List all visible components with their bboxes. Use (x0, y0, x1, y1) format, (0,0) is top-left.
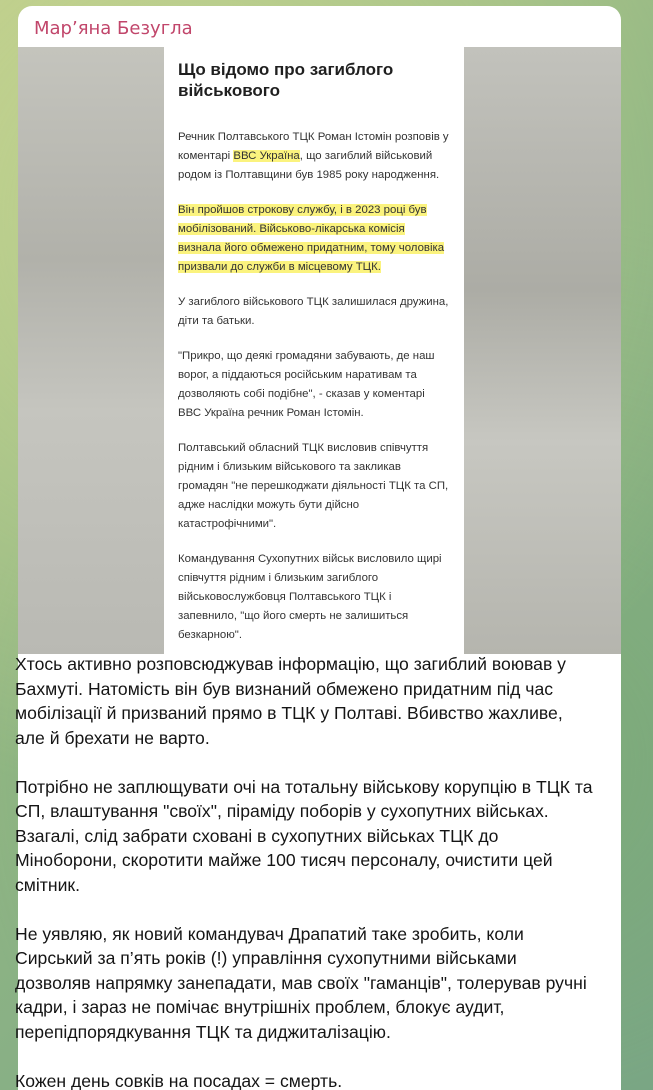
message-text (15, 652, 595, 1090)
message-paragraph-3: Не уявляю, як новий командувач Драпатий таке зробить, коли Сирський за п’ять років (!) управління сухопутними військами дозволяв напрямку занепадати, мав своїх "гаманців", толерував ручні кадри, і зараз не помічає внутрішніх проблем, блокує аудит, перепідпорядкування ТЦК та диджиталізацію. (15, 923, 587, 1042)
sender-name[interactable]: Мар’яна Безугла (34, 18, 193, 39)
article-title: Що відомо про загиблого військового (178, 60, 394, 100)
article-paragraph-2 (178, 201, 450, 277)
article-paragraph-4: "Прикро, що деякі громадяни забувають, де наш ворог, а піддаються російським наративам та дозволяють собі подібне", - сказав у коментарі ВВС Україна речник Роман Істомін. (178, 350, 435, 419)
article-paragraph-6: Командування Сухопутних військ висловило щирі співчуття рідним і близьким загиблого військовослужбовця Полтавського ТЦК і запевнило, "що його смерть не залишиться безкарною". (178, 553, 442, 641)
article-paragraph-1 (178, 128, 450, 185)
article-paragraph-5: Полтавський обласний ТЦК висловив співчуття рідним і близьким військового та закликав громадян "не перешкоджати діяльності ТЦК та СП, адже наслідки можуть бути дійсно катастрофічними". (178, 442, 449, 530)
article-paragraph-3: У загиблого військового ТЦК залишилася дружина, діти та батьки. (178, 296, 449, 327)
attached-photo[interactable] (18, 47, 621, 654)
highlight: ВВС Україна (233, 150, 300, 162)
message-paragraph-1: Хтось активно розповсюджував інформацію, що загиблий воював у Бахмуті. Натомість він був визнаний обмежено придатним під час мобілізації й призваний прямо в ТЦК у Полтаві. Вбивство жахливе, але й брехати не варто. (15, 654, 566, 748)
article-screenshot (164, 47, 464, 654)
article-text: Речник Полтавського ТЦК Роман Істомін розповів у коментарі (178, 131, 449, 162)
message-paragraph-4: Кожен день совків на посадах = смерть. (15, 1070, 343, 1090)
photo-blur-right (463, 47, 621, 654)
photo-blur-left (18, 47, 164, 654)
article-text: , що загиблий військовий родом із Полтавщини був 1985 року народження. (178, 150, 440, 181)
highlight: Він пройшов строкову службу, і в 2023 році був мобілізований. Військово-лікарська комісія визнала його обмежено придатним, тому чоловіка призвали до служби в місцевому ТЦК. (178, 204, 445, 273)
message-paragraph-2: Потрібно не заплющувати очі на тотальну військову корупцію в ТЦК та СП, влаштування "своїх", піраміду поборів у сухопутних військах. Взагалі, слід забрати сховані в сухопутних військах ТЦК до Міноборони, скоротити майже 100 тисяч персоналу, очистити цей смітник. (15, 776, 593, 895)
